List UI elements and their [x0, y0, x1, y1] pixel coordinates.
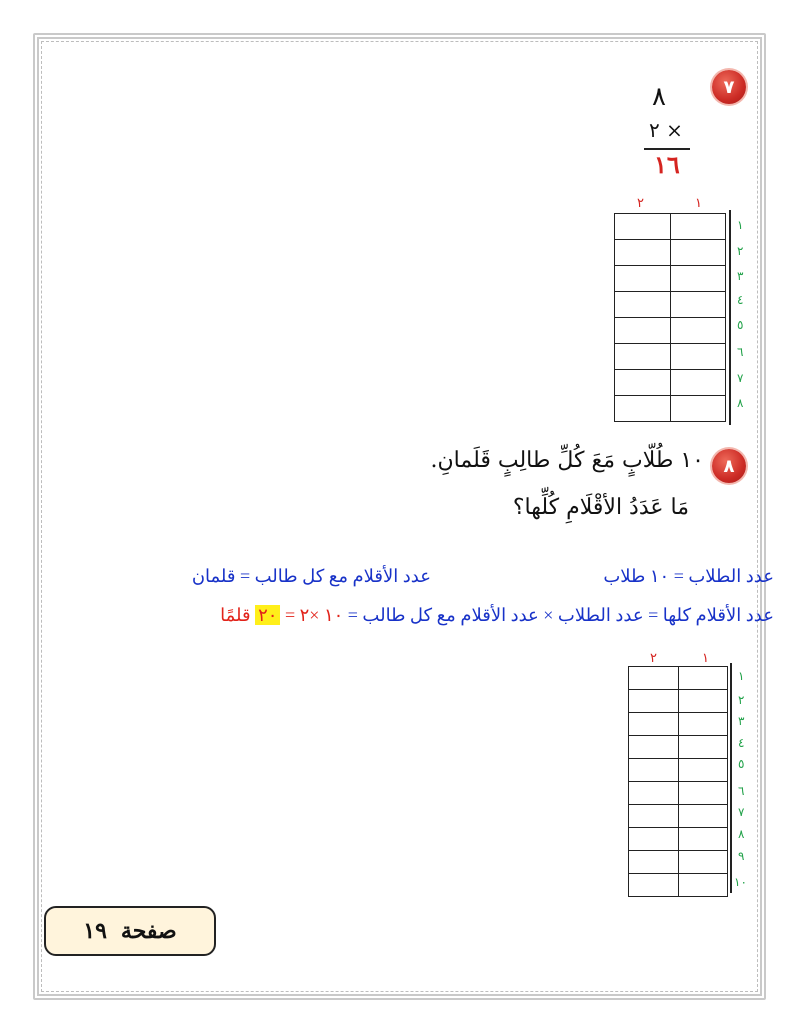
exercise-7-badge: ٧ [712, 70, 746, 104]
multiplication-result: ١٦ [654, 150, 680, 179]
grid8-col-label: ٢ [650, 651, 657, 666]
answer-total-formula: عدد الأقلام كلها = عدد الطلاب × عدد الأقلام مع كل طالب = [347, 605, 774, 625]
answer-pens-per-student: عدد الأقلام مع كل طالب = قلمان [191, 566, 431, 586]
grid-exercise-8 [628, 666, 728, 897]
grid8-row-label: ١ [738, 669, 745, 683]
grid8-row-label: ٨ [738, 827, 745, 841]
grid8-row-label: ٣ [738, 714, 745, 728]
answer-total-calc: ١٠ ×٢ = [284, 605, 344, 625]
grid7-side-bar [729, 210, 731, 425]
grid7-row-label: ٢ [737, 244, 744, 258]
answer-total-unit: قلمًا [220, 605, 251, 625]
multiplier: ٢ × [649, 118, 683, 142]
grid7-row-label: ٧ [737, 371, 744, 385]
grid7-row-label: ٤ [737, 293, 744, 307]
grid8-row-label: ٦ [738, 784, 745, 798]
answer-students-count: عدد الطلاب = ١٠ طلاب [603, 566, 774, 586]
question-line-1: ١٠ طُلّابٍ مَعَ كُلِّ طالِبٍ قَلَمانِ. [430, 448, 704, 473]
grid8-row-label: ١٠ [734, 875, 747, 889]
grid8-row-label: ٢ [738, 693, 745, 707]
multiplicand: ٨ [652, 82, 666, 112]
grid8-row-label: ٤ [738, 736, 745, 750]
grid-exercise-7 [614, 213, 726, 422]
grid8-row-label: ٩ [738, 849, 745, 863]
grid8-side-bar [730, 663, 732, 893]
grid7-row-label: ٨ [737, 396, 744, 410]
grid7-row-label: ٦ [737, 345, 744, 359]
grid8-row-label: ٥ [738, 757, 745, 771]
question-line-2: مَا عَدَدُ الأقْلَامِ كُلِّها؟ [512, 495, 689, 520]
grid7-row-label: ٥ [737, 318, 744, 332]
page-number-label [44, 906, 216, 956]
answer-total-result: ٢٠ [255, 605, 280, 625]
grid8-row-label: ٧ [738, 805, 745, 819]
grid7-row-label: ٣ [737, 269, 744, 283]
page-number: ١٩ [83, 918, 107, 944]
answer-total-line [220, 605, 774, 626]
grid7-row-label: ١ [737, 218, 744, 232]
grid7-col-label: ٢ [637, 196, 644, 211]
grid7-col-label: ١ [695, 196, 702, 211]
page-word: صفحة [120, 918, 177, 944]
grid8-col-label: ١ [702, 651, 709, 666]
exercise-8-badge: ٨ [712, 449, 746, 483]
